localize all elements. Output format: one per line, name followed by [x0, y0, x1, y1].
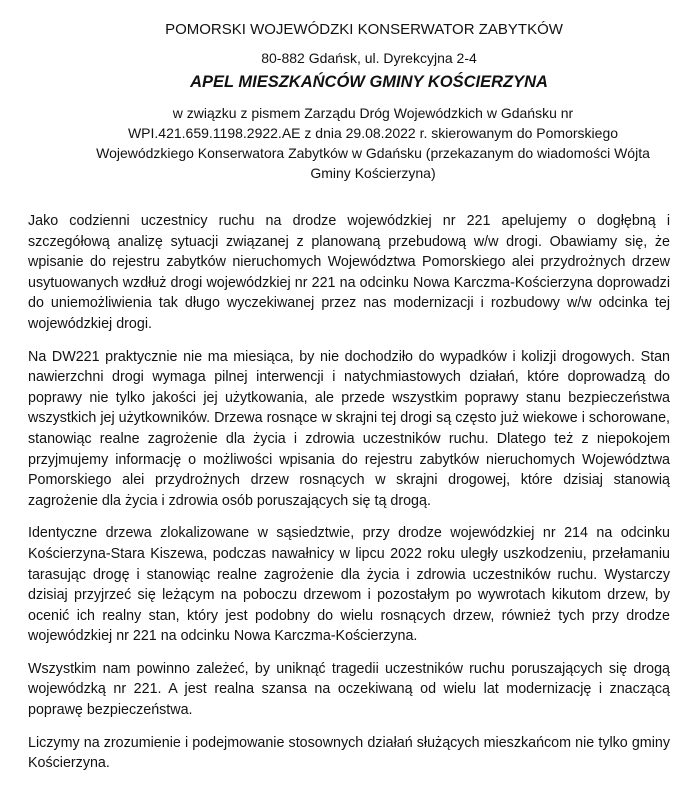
paragraph: Identyczne drzewa zlokalizowane w sąsiedztwie, przy drodze wojewódzkiej nr 214 na odcinku Kościerzyna-Stara Kiszewa, podczas nawałnicy w lipcu 2022 roku uległy uszkodzeniu, przełamaniu tarasując drogę i stanowiąc realne zagrożenie dla życia i zdrowia uczestników ruchu. Wystarczy dzisiaj przyjrzeć się leżącym na poboczu drzewom i pozostałym po wywrotach kikutom drzew, by ocenić ich realny stan, który jest podobny do wielu rosnących drzew, również tych przy drodze wojewódzkiej nr 221 na odcinku Nowa Karczma-Kościerzyna. — [28, 525, 670, 645]
subtitle — [28, 103, 678, 183]
subtitle-line: w związku z pismem Zarządu Dróg Wojewódzkich w Gdańsku nr — [172, 105, 574, 121]
addressee: POMORSKI WOJEWÓDZKI KONSERWATOR ZABYTKÓW — [165, 21, 563, 38]
subtitle-line: Gminy Kościerzyna) — [310, 165, 436, 181]
paragraph: Liczymy na zrozumienie i podejmowanie stosownych działań służących mieszkańcom nie tylko gminy Kościerzyna. — [28, 734, 670, 772]
subtitle-line: WPI.421.659.1198.2922.AE z dnia 29.08.2022 r. skierowanym do Pomorskiego — [127, 125, 619, 141]
address: 80-882 Gdańsk, ul. Dyrekcyjna 2-4 — [261, 50, 477, 66]
paragraph: Na DW221 praktycznie nie ma miesiąca, by nie dochodziło do wypadków i kolizji drogowych. Stan nawierzchni drogi wymaga pilnej interwencji i natychmiastowych działań, które doprowadzą do poprawy nie tylko jakości jej użytkowania, ale przede wszystkim poprawy stanu bezpieczeństwa wszystkich jej użytkowników. Drzewa rosnące w skrajni tej drogi są często już wiekowe i schorowane, stanowiąc realne zagrożenie dla życia i zdrowia uczestników ruchu. Dlatego też z niepokojem przyjmujemy informację o możliwości wpisania do rejestru zabytków nieruchomych Województwa Pomorskiego alei przydrożnych drzew rosnących w skrajni drogowej, które dzisiaj stanowią zagrożenie dla życia i zdrowia osób poruszających się tą drogą. — [28, 348, 670, 509]
document-body — [28, 211, 670, 786]
paragraph: Jako codzienni uczestnicy ruchu na drodze wojewódzkiej nr 221 apelujemy o dogłębną i szczegółową analizę sytuacji związanej z planowaną przebudową w/w drogi. Obawiamy się, że wpisanie do rejestru zabytków nieruchomych Województwa Pomorskiego alei przydrożnych drzew usytuowanych wzdłuż drogi wojewódzkiej nr 221 na odcinku Nowa Karczma-Kościerzyna doprowadzi do uniemożliwienia tak długo wyczekiwanej przez nas modernizacji i rozbudowy w/w odcinka tej wojewódzkiej drogi. — [28, 213, 670, 332]
document-title: APEL MIESZKAŃCÓW GMINY KOŚCIERZYNA — [190, 73, 548, 91]
paragraph: Wszystkim nam powinno zależeć, by uniknąć tragedii uczestników ruchu poruszających się drogą wojewódzką nr 221. A jest realna szansa na oczekiwaną od wielu lat modernizację i znaczącą poprawę bezpieczeństwa. — [28, 660, 670, 719]
subtitle-line: Wojewódzkiego Konserwatora Zabytków w Gdańsku (przekazanym do wiadomości Wójta — [96, 145, 650, 161]
